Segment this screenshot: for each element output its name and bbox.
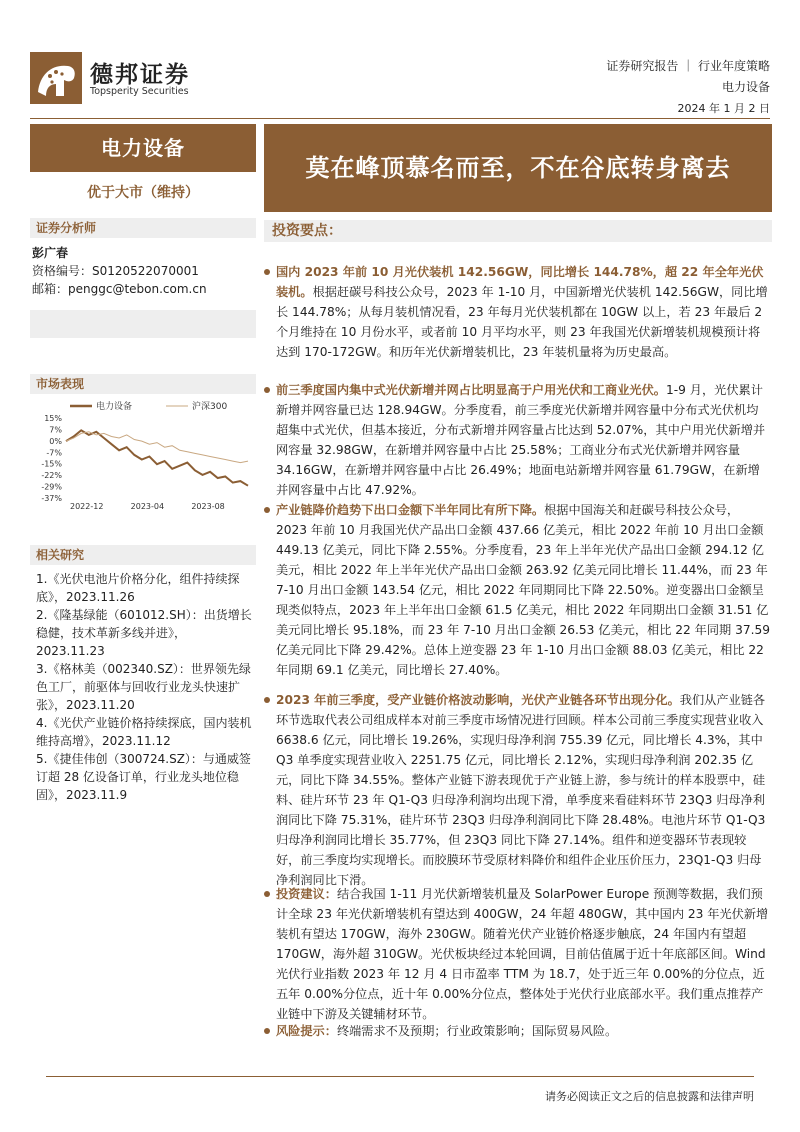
analyst-certificate: 资格编号：S0120522070001 [32, 264, 199, 278]
key-point-lead: 风险提示： [276, 1024, 337, 1038]
bullet-icon [264, 1028, 270, 1034]
key-point-paragraph [276, 690, 770, 890]
list-item[interactable]: 5.《捷佳伟创（300724.SZ）：与通威签订超 28 亿设备订单，行业龙头地位稳固》，2023.11.9 [36, 752, 251, 802]
list-item[interactable]: 3.《格林美（002340.SZ）：世界领先绿色工厂，前驱体与回收行业龙头快速扩张》，2023.11.20 [36, 662, 251, 712]
list-item[interactable]: 2.《隆基绿能（601012.SH）：出货增长稳健，技术革新多线并进》，2023.11.23 [36, 608, 252, 658]
key-point-lead: 投资建议： [276, 887, 337, 901]
bullet-icon [264, 891, 270, 897]
report-industry: 电力设备 [721, 80, 770, 94]
key-point-body: 终端需求不及预期；行业政策影响；国际贸易风险。 [336, 1024, 618, 1038]
analyst-heading: 证券分析师 [30, 218, 256, 238]
y-tick-label: -37% [41, 494, 62, 503]
y-tick-label: 7% [49, 425, 62, 435]
rating-label: 优于大市（维持） [87, 185, 199, 201]
key-point-paragraph [276, 500, 770, 680]
bullet-icon [264, 269, 270, 275]
legend-label: 沪深300 [192, 402, 228, 412]
analyst-name: 彭广春 [32, 246, 69, 260]
y-tick-label: 0% [49, 436, 62, 446]
x-tick-label: 2022-12 [70, 502, 104, 511]
list-item[interactable]: 1.《光伏电池片价格分化，组件持续探底》，2023.11.26 [36, 572, 240, 604]
y-tick-label: -7% [46, 448, 62, 458]
sidebar-spacer [30, 310, 256, 338]
brand-name-cn: 德邦证券 [90, 62, 190, 88]
market-chart-svg [30, 396, 256, 512]
header-divider [30, 118, 770, 119]
list-item[interactable]: 4.《光伏产业链价格持续探底，国内装机维持高增》，2023.11.12 [36, 716, 252, 748]
y-tick-label: -15% [41, 459, 62, 469]
series-line [66, 432, 248, 463]
key-point-lead: 2023 年前三季度，受产业链价格波动影响，光伏产业链各环节出现分化。 [276, 693, 680, 707]
key-point-paragraph [276, 884, 770, 1024]
key-point-lead: 国内 2023 年前 10 月光伏装机 142.56GW，同比增长 144.78%，超 22 年全年光伏装机。 [276, 265, 764, 299]
key-point-lead: 前三季度国内集中式光伏新增并网占比明显高于户用光伏和工商业光伏。 [276, 383, 666, 397]
y-tick-label: 15% [44, 414, 62, 423]
market-performance-chart [30, 396, 256, 512]
legend-label: 电力设备 [96, 402, 133, 412]
report-date: 2024 年 1 月 2 日 [677, 102, 770, 115]
bullet-icon [264, 387, 270, 393]
research-heading: 相关研究 [30, 545, 256, 565]
key-point-body: 我们从产业链各环节选取代表公司组成样本对前三季度市场情况进行回顾。样本公司前三季度实现营业收入 6638.6 亿元，同比增长 19.26%，实现归母净利润 755.39 亿元，同比增长 4.3%，其中 Q3 单季度实现营业收入 2251.75 亿元，同比增长 2.12%，实现归母净利润 202.35 亿元，同比下降 34.55%。整体产业链下游表现优于产业链上游，参与统计的样本股票中，硅料、硅片环节 23 年 Q1-Q3 归母净利润均出现下滑，单季度来看硅料环节 23Q3 归母净利润同比下降 75.31%，硅片环节 23Q3 归母净利润同比下降 28.48%。电池片环节 Q1-Q3 归母净利润同比增长 35.77%，但 23Q3 同比下降 27.14%。组件和逆变器环节表现较好，前三季度均实现增长。而胶膜环节受原材料降价和组件企业压价压力，23Q1-Q3 归母净利润同比下滑。 [276, 693, 766, 887]
key-point-paragraph [276, 380, 770, 500]
leopard-logo-icon [30, 52, 82, 104]
key-point-paragraph [276, 262, 770, 362]
key-point-lead: 产业链降价趋势下出口金额下半年同比有所下降。 [276, 503, 545, 517]
market-heading: 市场表现 [30, 374, 256, 394]
x-tick-label: 2023-08 [191, 502, 225, 511]
bullet-icon [264, 507, 270, 513]
analyst-email[interactable]: 邮箱：penggc@tebon.com.cn [32, 282, 207, 296]
brand-name-en: Topsperity Securities [90, 86, 189, 97]
brand-logo [30, 52, 210, 108]
research-list [36, 570, 254, 804]
key-point-body: 结合我国 1-11 月光伏新增装机量及 SolarPower Europe 预测等数据，我们预计全球 23 年光伏新增装机有望达到 400GW，24 年超 480GW，其中国内 23 年光伏新增装机有望达 170GW，海外 230GW。随着光伏产业链价格逐步触底，24 年国内有望超 170GW，海外超 310GW。光伏板块经过本轮回调，目前估值属于近十年底部区间。Wind 光伏行业指数 2023 年 12 月 4 日市盈率 TTM 为 18.7，处于近三年 0.00%的分位点，近五年 0.00%分位点，近十年 0.00%分位点，整体处于光伏行业底部水平。我们重点推荐产业链中下游及关键辅材环节。 [276, 887, 769, 1021]
footer-disclaimer[interactable]: 请务必阅读正文之后的信息披露和法律声明 [545, 1090, 754, 1103]
x-tick-label: 2023-04 [130, 502, 165, 511]
key-point-paragraph [276, 1021, 770, 1041]
key-point-body: 1-9 月，光伏累计新增并网容量已达 128.94GW。分季度看，前三季度光伏新增并网容量中分布式光伏机均超集中式光伏，但基本接近，分布式新增并网容量占比达到 52.07%，其中户用光伏新增并网容量 32.98GW，在新增并网容量中占比 25.58%；工商业分布式光伏新增并网容量 34.16GW，在新增并网容量中占比 26.49%；地面电站新增并网容量 61.79GW，在新增并网容量中占比 47.92%。 [276, 383, 766, 497]
investment-points-heading: 投资要点： [264, 220, 772, 242]
series-line [66, 430, 248, 485]
bullet-icon [264, 697, 270, 703]
y-tick-label: -29% [41, 482, 62, 492]
footer-divider [46, 1076, 754, 1077]
y-tick-label: -22% [41, 471, 62, 481]
key-point-body: 根据赶碳号科技公众号，2023 年 1-10 月，中国新增光伏装机 142.56GW，同比增长 144.78%；从每月装机情况看，23 年每月光伏装机都在 10GW 以上，若 23 年最后 2 个月维持在 10 月份水平，或者前 10 月平均水平，则 23 年我国光伏新增装机规模预计将达到 170-172GW。和历年光伏新增装机比，23 年装机量将为历史最高。 [276, 285, 768, 359]
report-title: 莫在峰顶慕名而至，不在谷底转身离去 [264, 124, 772, 212]
key-point-body: 根据中国海关和赶碳号科技公众号，2023 年前 10 月我国光伏产品出口金额 437.66 亿美元，相比 2022 年前 10 月出口金额 449.13 亿美元，同比下降 2.55%。分季度看，23 年上半年光伏产品出口金额 294.12 亿美元，相比 2022 年上半年光伏产品出口金额 263.92 亿美元同比增长 11.44%，而 23 年 7-10 月出口金额 143.54 亿元，相比 2022 年同期同比下降 22.50%。逆变器出口金额呈现类似特点，2023 年上半年出口金额 61.5 亿美元，相比 2022 年同期出口金额 31.51 亿美元同比增长 95.18%，而 23 年 7-10 月出口金额 26.53 亿美元，相比 22 年同期 37.59 亿美元同比下降 29.42%。总体上逆变器 23 年 1-10 月出口金额 88.03 亿美元，相比 22 年同期 69.1 亿美元，同比增长 27.40%。 [276, 503, 770, 677]
sector-label: 电力设备 [30, 124, 256, 172]
report-type: 证券研究报告 ｜ 行业年度策略 [606, 59, 770, 73]
